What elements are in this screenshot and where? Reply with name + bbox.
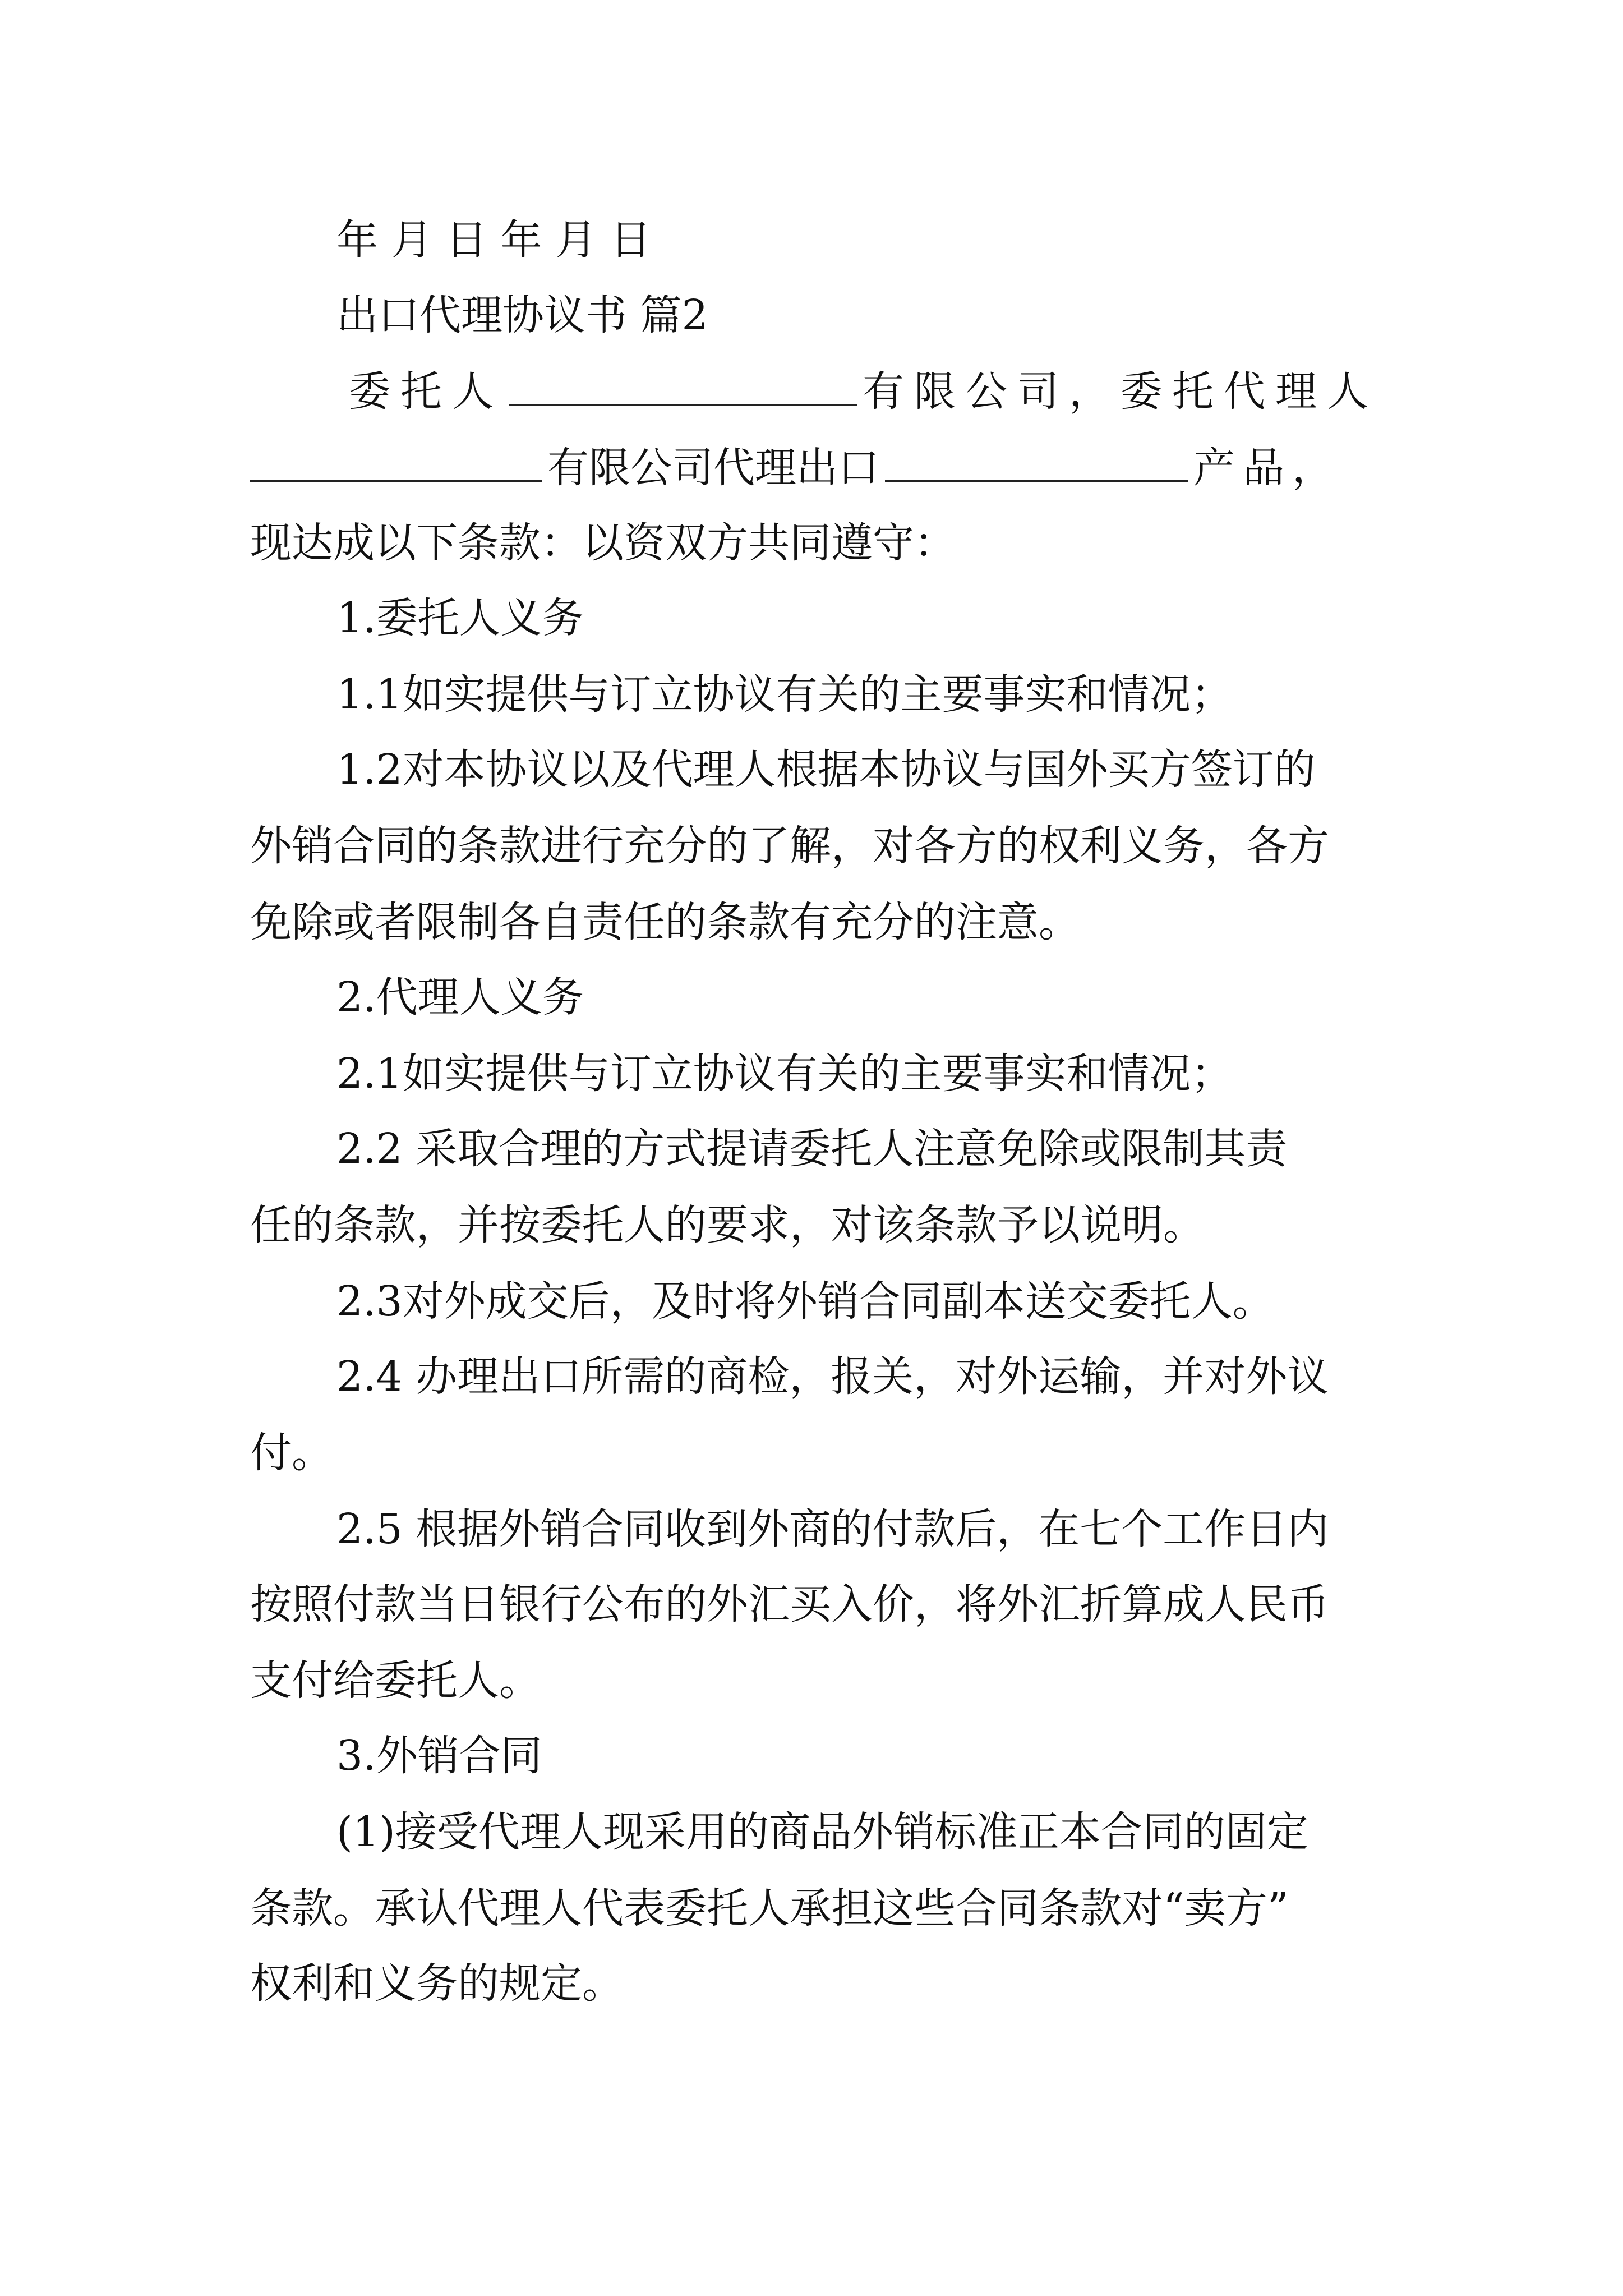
clause-1-1: 1.1如实提供与订立协议有关的主要事实和情况； (336, 670, 1233, 719)
intro-company-agent: 有限公司，委托代理人 (863, 367, 1378, 416)
intro-product-label: 产品， (1193, 444, 1341, 492)
clause-2-4-line-2: 付。 (250, 1429, 333, 1477)
product-name-blank (885, 444, 1188, 482)
clause-1-2-line-1: 1.2对本协议以及代理人根据本协议与国外买方签订的 (336, 746, 1316, 794)
clause-2-5-line-2: 按照付款当日银行公布的外汇买入价，将外汇折算成人民币 (250, 1580, 1329, 1628)
section-3-heading: 3.外销合同 (336, 1732, 542, 1780)
agent-name-blank (250, 444, 542, 482)
clause-3-1-line-1: (1)接受代理人现采用的商品外销标准正本合同的固定 (336, 1808, 1308, 1856)
clause-2-3: 2.3对外成交后，及时将外销合同副本送交委托人。 (336, 1277, 1274, 1326)
intro-line-3: 现达成以下条款：以资双方共同遵守： (250, 519, 956, 567)
clause-1-2-line-3: 免除或者限制各自责任的条款有充分的注意。 (250, 898, 1080, 946)
principal-name-blank (509, 368, 857, 406)
section-1-heading: 1.委托人义务 (336, 594, 584, 642)
intro-line-2 (250, 440, 1341, 496)
clause-2-2-line-1: 2.2 采取合理的方式提请委托人注意免除或限制其责 (336, 1125, 1288, 1173)
clause-2-5-line-1: 2.5 根据外销合同收到外商的付款后，在七个工作日内 (336, 1505, 1329, 1553)
clause-2-4-line-1: 2.4 办理出口所需的商检，报关，对外运输，并对外议 (336, 1352, 1329, 1401)
clause-3-1-line-2: 条款。承认代理人代表委托人承担这些合同条款对“卖方” (250, 1884, 1289, 1932)
section-2-heading: 2.代理人义务 (336, 973, 584, 1022)
clause-3-1-line-3: 权利和义务的规定。 (250, 1959, 624, 2008)
clause-1-2-line-2: 外销合同的条款进行充分的了解，对各方的权利义务，各方 (250, 822, 1329, 870)
date-line: 年 月 日 年 月 日 (336, 216, 652, 264)
document-title: 出口代理协议书 篇2 (336, 291, 708, 339)
intro-export-agency: 有限公司代理出口 (547, 444, 879, 492)
clause-2-5-line-3: 支付给委托人。 (250, 1657, 541, 1705)
clause-2-1: 2.1如实提供与订立协议有关的主要事实和情况； (336, 1050, 1233, 1098)
intro-line-1 (349, 364, 1378, 420)
clause-2-2-line-2: 任的条款，并按委托人的要求，对该条款予以说明。 (250, 1201, 1205, 1249)
intro-principal-label: 委托人 (349, 367, 504, 416)
